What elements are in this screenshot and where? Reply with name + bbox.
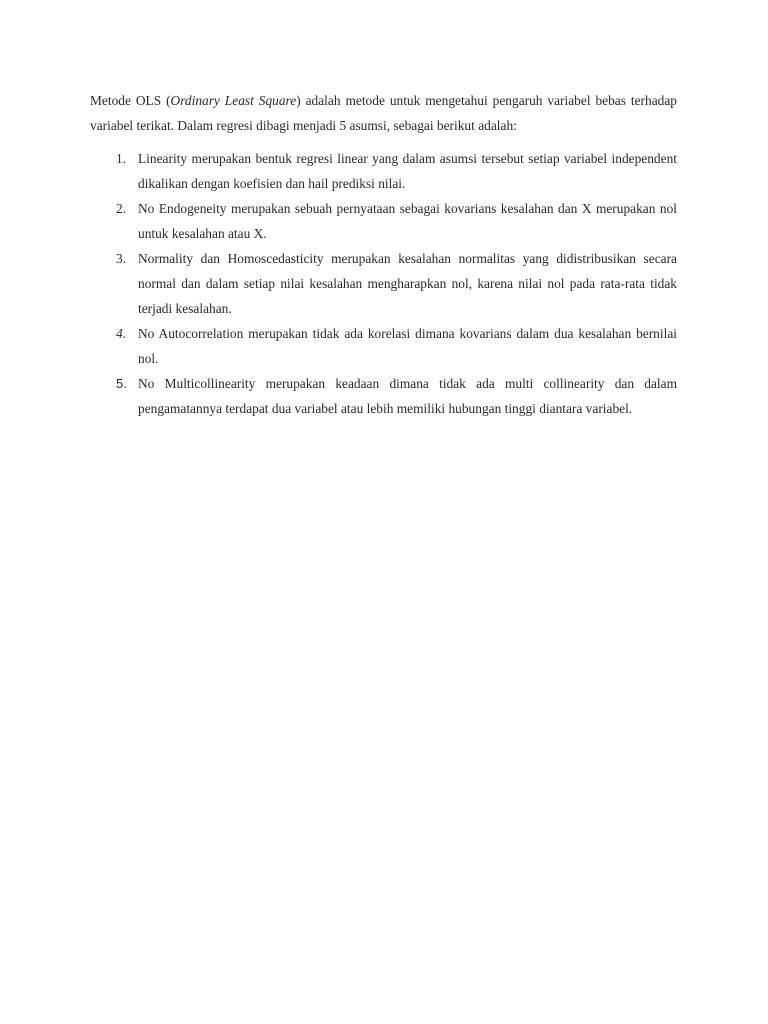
list-item-text: No Autocorrelation merupakan tidak ada korelasi dimana kovarians dalam dua kesalahan bernilai nol. (138, 326, 677, 366)
intro-text-start: Metode OLS ( (90, 93, 171, 108)
intro-text-rest: ) adalah metode untuk mengetahui pengaruh variabel bebas terhadap variabel terikat. Dalam regresi dibagi menjadi 5 asumsi, sebagai berikut adalah: (90, 93, 677, 133)
list-item-number: 3. (116, 251, 127, 266)
list-item-number: 4. (116, 326, 127, 341)
list-item (90, 196, 677, 246)
list-item-number: 5. (116, 376, 127, 391)
intro-italic-term: Ordinary Least Square (170, 93, 297, 108)
document-page (90, 88, 677, 421)
list-item-text: Linearity merupakan bentuk regresi linear yang dalam asumsi tersebut setiap variabel independent dikalikan dengan koefisien dan hail prediksi nilai. (138, 151, 677, 191)
list-item (90, 146, 677, 196)
list-item (90, 371, 677, 421)
intro-paragraph (90, 88, 677, 138)
list-item-text: No Multicollinearity merupakan keadaan dimana tidak ada multi collinearity dan dalam pengamatannya terdapat dua variabel atau lebih memiliki hubungan tinggi diantara variabel. (138, 376, 677, 416)
list-item-text: No Endogeneity merupakan sebuah pernyataan sebagai kovarians kesalahan dan X merupakan nol untuk kesalahan atau X. (138, 201, 677, 241)
assumptions-list (90, 146, 677, 421)
list-item (90, 246, 677, 321)
list-item-text: Normality dan Homoscedasticity merupakan kesalahan normalitas yang didistribusikan secara normal dan dalam setiap nilai kesalahan mengharapkan nol, karena nilai nol pada rata-rata tidak terjadi kesalahan. (138, 251, 677, 316)
list-item-number: 2. (116, 201, 127, 216)
list-item (90, 321, 677, 371)
list-item-number: 1. (116, 151, 127, 166)
